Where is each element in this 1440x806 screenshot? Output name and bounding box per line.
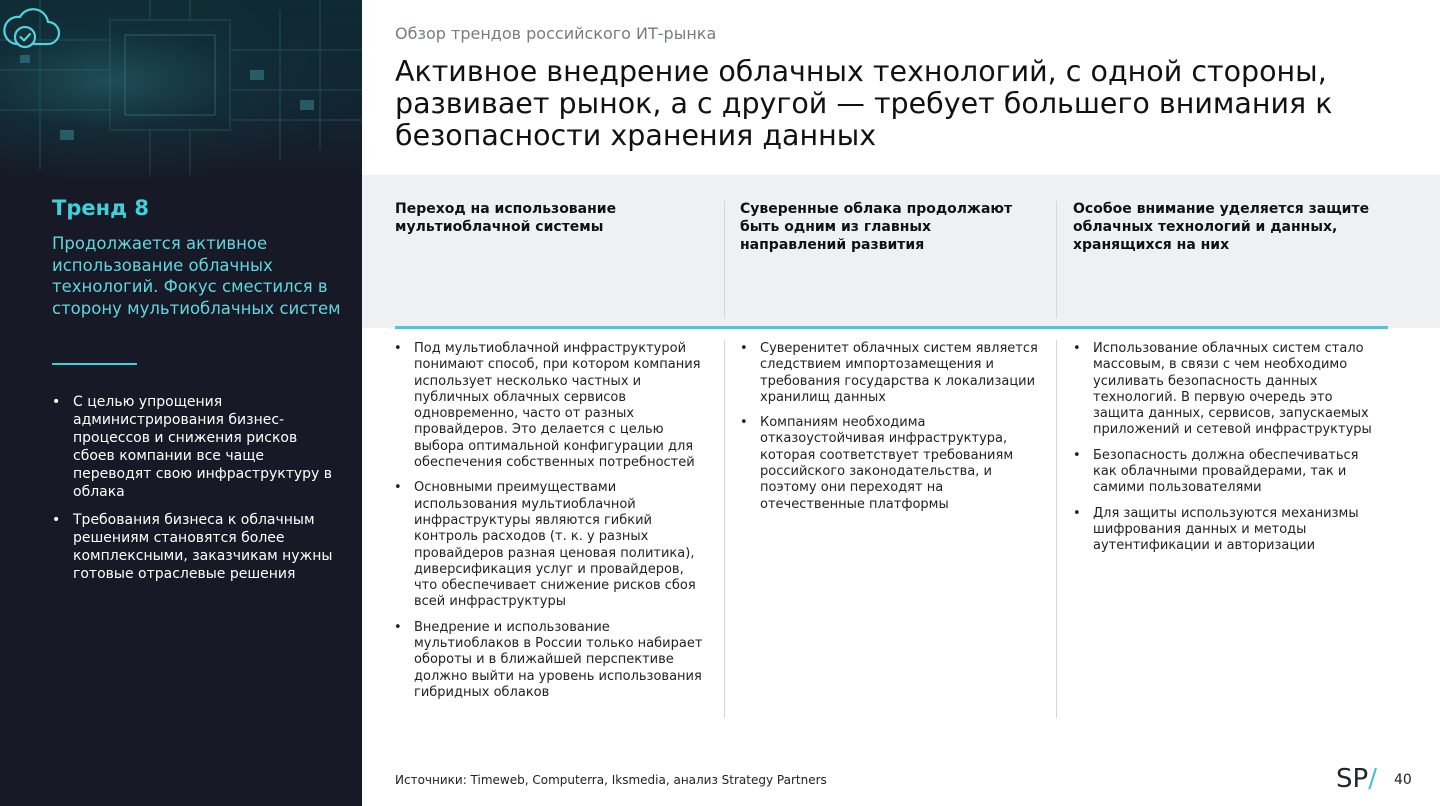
column-bullets-multicloud <box>394 341 709 710</box>
list-item: • Требования бизнеса к облачным решениям становятся более комплексными, заказчикам нужны готовые отраслевые решения <box>52 511 337 583</box>
list-item: • Суверенитет облачных систем является следствием импортозамещения и требования государства к локализации хранилищ данных <box>740 341 1038 406</box>
sidebar-panel <box>0 0 362 806</box>
column-divider <box>1056 201 1057 318</box>
accent-divider <box>52 363 137 365</box>
hero-image <box>0 0 362 180</box>
column-heading-security: Особое внимание уделяется защите облачных технологий и данных, хранящихся на них <box>1073 201 1370 253</box>
list-item: • Для защиты используются механизмы шифрования данных и методы аутентификации и авторизации <box>1073 506 1373 555</box>
column-bullets-security <box>1073 341 1373 564</box>
page-number: 40 <box>1394 772 1412 788</box>
list-item: • Компаниям необходима отказоустойчивая инфраструктура, которая соответствует требованиям российского законодательства, и поэтому они переходят на отечественные платформы <box>740 415 1038 513</box>
list-item: • Безопасность должна обеспечиваться как облачными провайдерами, так и самими пользователями <box>1073 448 1373 497</box>
trend-title: Тренд 8 <box>52 196 149 220</box>
logo-text: SP <box>1336 764 1369 794</box>
list-item: • Использование облачных систем стало массовым, в связи с чем необходимо усиливать безопасность данных технологий. В первую очередь это защита данных, сервисов, запускаемых приложений и сетевой инфраструктуры <box>1073 341 1373 439</box>
column-divider <box>724 340 725 718</box>
column-heading-multicloud: Переход на использование мультиоблачной системы <box>395 201 617 235</box>
page-subtitle: Обзор трендов российского ИТ-рынка <box>395 24 717 43</box>
sources-note: Источники: Timeweb, Computerra, Iksmedia, анализ Strategy Partners <box>395 773 827 787</box>
trend-description: Продолжается активное использование облачных технологий. Фокус сместился в сторону мультиоблачных систем <box>52 234 341 318</box>
accent-line <box>395 326 1388 329</box>
column-heading-sovereign: Суверенные облака продолжают быть одним из главных направлений развития <box>740 201 1013 253</box>
cloud-check-icon <box>0 0 62 56</box>
logo-slash: / <box>1368 764 1377 794</box>
page-title: Активное внедрение облачных технологий, с одной стороны, развивает рынок, а с другой — требует большего внимания к безопасности хранения данных <box>395 55 1333 152</box>
column-divider <box>724 201 725 318</box>
list-item: • Основными преимуществами использования мультиоблачной инфраструктуры являются гибкий контроль расходов (т. к. у разных провайдеров разная ценовая политика), диверсификация услуг и провайдеров, что обеспечивает снижение рисков сбоя всей инфраструктуры <box>394 480 709 610</box>
sp-logo <box>1336 764 1377 794</box>
column-divider <box>1056 340 1057 718</box>
list-item: • Под мультиоблачной инфраструктурой понимают способ, при котором компания использует несколько частных и публичных облачных сервисов одновременно, часто от разных провайдеров. Это делается с целью выбора оптимальной конфигурации для обеспечения собственных потребностей <box>394 341 709 471</box>
column-bullets-sovereign <box>740 341 1038 522</box>
sidebar-bullet-list <box>52 393 337 593</box>
list-item: • С целью упрощения администрирования бизнес-процессов и снижения рисков сбоев компании все чаще переводят свою инфраструктуру в облака <box>52 393 337 501</box>
list-item: • Внедрение и использование мультиоблаков в России только набирает обороты и в ближайшей перспективе должно выйти на уровень использования гибридных облаков <box>394 620 709 701</box>
